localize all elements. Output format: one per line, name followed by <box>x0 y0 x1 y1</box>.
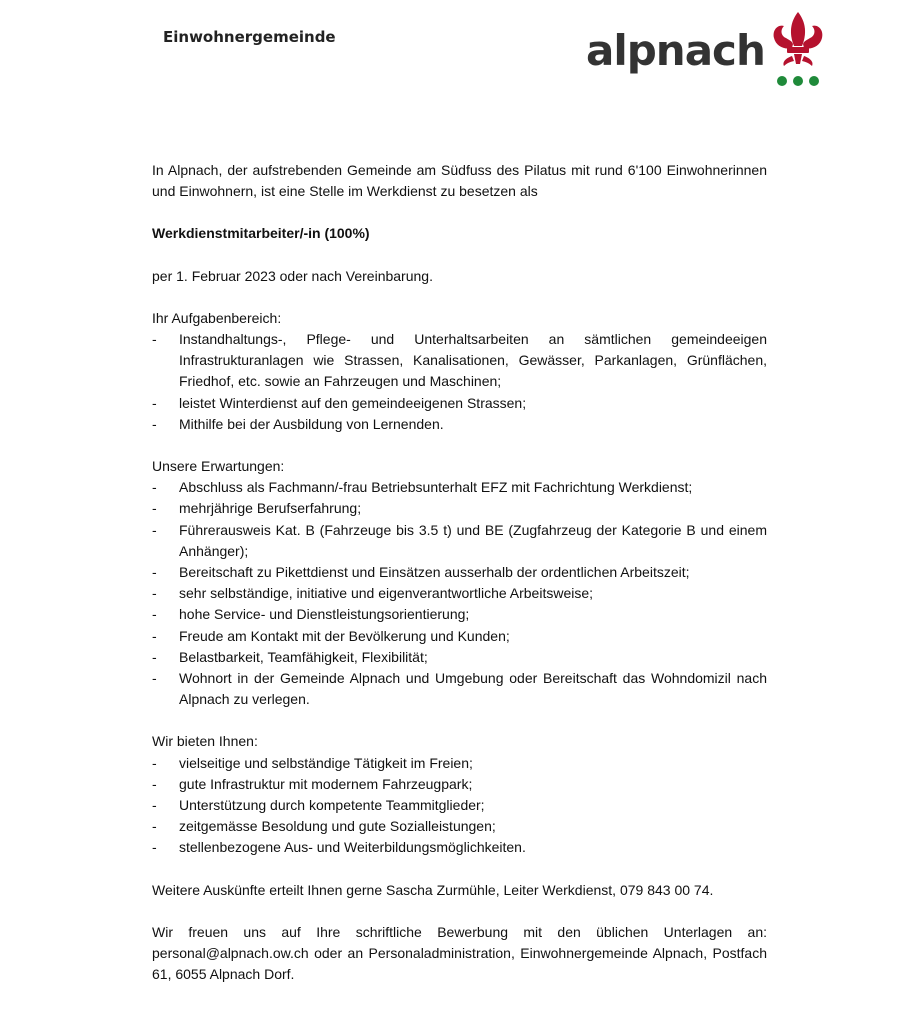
job-posting-body <box>152 160 767 986</box>
list-item: - Freude am Kontakt mit der Bevölkerung und Kunden; <box>152 626 767 647</box>
expectations-list <box>152 477 767 710</box>
list-item: - Bereitschaft zu Pikettdienst und Einsätzen ausserhalb der ordentlichen Arbeitszeit; <box>152 562 767 583</box>
list-item: - Abschluss als Fachmann/-frau Betriebsunterhalt EFZ mit Fachrichtung Werkdienst; <box>152 477 767 498</box>
job-title: Werkdienstmitarbeiter/-in (100%) <box>152 225 370 242</box>
tasks-heading: Ihr Aufgabenbereich: <box>152 309 282 326</box>
list-item: - sehr selbständige, initiative und eigenverantwortliche Arbeitsweise; <box>152 583 767 604</box>
intro-paragraph: In Alpnach, der aufstrebenden Gemeinde am Südfuss des Pilatus mit rund 6'100 Einwohnerinnen und Einwohnern, ist eine Stelle im Werkdienst zu besetzen als <box>152 162 767 200</box>
tasks-list <box>152 329 767 435</box>
logo-wordmark: alpnach <box>586 26 765 75</box>
start-date: per 1. Februar 2023 oder nach Vereinbarung. <box>152 267 433 284</box>
list-item: - Mithilfe bei der Ausbildung von Lernenden. <box>152 414 767 435</box>
offer-heading: Wir bieten Ihnen: <box>152 733 258 750</box>
list-item: - hohe Service- und Dienstleistungsorientierung; <box>152 604 767 625</box>
municipality-logo <box>586 10 826 90</box>
list-item: - zeitgemässe Besoldung und gute Sozialleistungen; <box>152 816 767 837</box>
list-item: - leistet Winterdienst auf den gemeindeeigenen Strassen; <box>152 393 767 414</box>
list-item: - Führerausweis Kat. B (Fahrzeuge bis 3.5 t) und BE (Zugfahrzeug der Kategorie B und einem Anhänger); <box>152 520 767 562</box>
list-item: - Wohnort in der Gemeinde Alpnach und Umgebung oder Bereitschaft das Wohndomizil nach Alpnach zu verlegen. <box>152 668 767 710</box>
list-item: - mehrjährige Berufserfahrung; <box>152 498 767 519</box>
organization-name: Einwohnergemeinde <box>163 28 336 46</box>
list-item: - vielseitige und selbständige Tätigkeit im Freien; <box>152 753 767 774</box>
list-item: - Unterstützung durch kompetente Teammitglieder; <box>152 795 767 816</box>
list-item: - Instandhaltungs-, Pflege- und Unterhaltsarbeiten an sämtlichen gemeindeeigen Infrastrukturanlagen wie Strassen, Kanalisationen, Gewässer, Parkanlagen, Grünflächen, Friedhof, etc. sowie an Fahrzeugen und Maschinen; <box>152 329 767 393</box>
list-item: - gute Infrastruktur mit modernem Fahrzeugpark; <box>152 774 767 795</box>
list-item: - stellenbezogene Aus- und Weiterbildungsmöglichkeiten. <box>152 837 767 858</box>
offer-list <box>152 753 767 859</box>
expectations-heading: Unsere Erwartungen: <box>152 458 285 475</box>
fleur-de-lis-icon <box>770 10 826 90</box>
application-paragraph: Wir freuen uns auf Ihre schriftliche Bewerbung mit den üblichen Unterlagen an: personal@alpnach.ow.ch oder an Personaladministration, Einwohnergemeinde Alpnach, Postfach 61, 6055 Alpnach Dorf. <box>152 923 767 983</box>
list-item: - Belastbarkeit, Teamfähigkeit, Flexibilität; <box>152 647 767 668</box>
contact-paragraph: Weitere Auskünfte erteilt Ihnen gerne Sascha Zurmühle, Leiter Werkdienst, 079 843 00 74. <box>152 881 714 898</box>
